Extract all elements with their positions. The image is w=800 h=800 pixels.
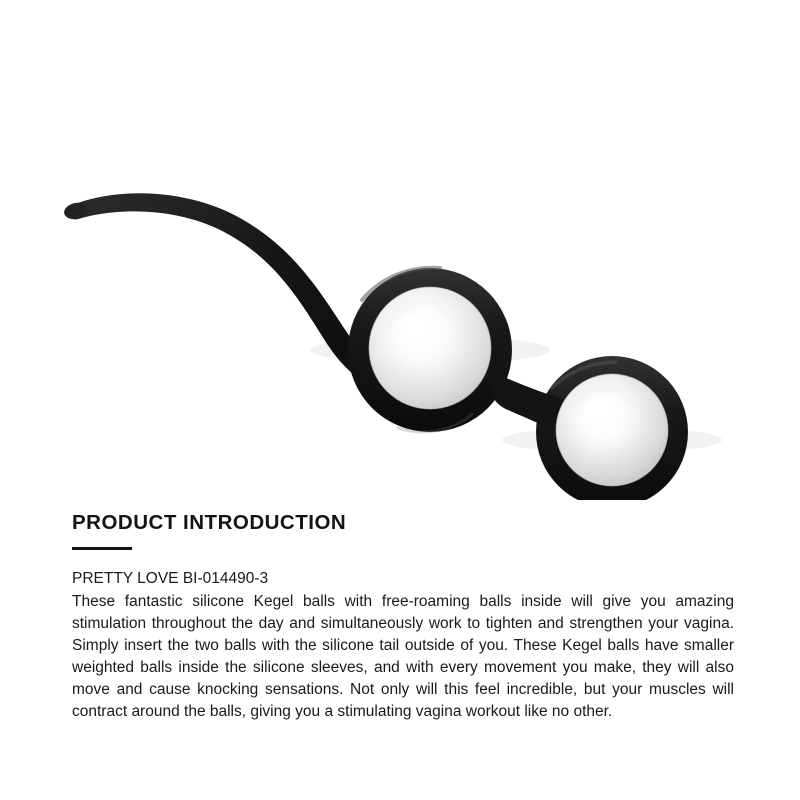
title-divider [72, 547, 132, 550]
product-model-line: PRETTY LOVE BI-014490-3 [72, 569, 269, 587]
product-introduction-section [72, 512, 734, 723]
inner-ball-1 [369, 287, 491, 409]
inner-ball-2 [556, 374, 668, 486]
product-description: These fantastic silicone Kegel balls with free-roaming balls inside will give you amazing stimulation throughout the day and simultaneously work to tighten and strengthen your vagina. Simply insert the two balls with the silicone tail outside of you. These Kegel balls have smaller weighted balls inside the silicone sleeves, and with every movement you make, they will also move and cause knocking sensations. Not only will this feel incredible, but your muscles will contract around the balls, giving you a stimulating vagina workout like no other. [72, 592, 734, 720]
page-title: PRODUCT INTRODUCTION [72, 511, 347, 534]
